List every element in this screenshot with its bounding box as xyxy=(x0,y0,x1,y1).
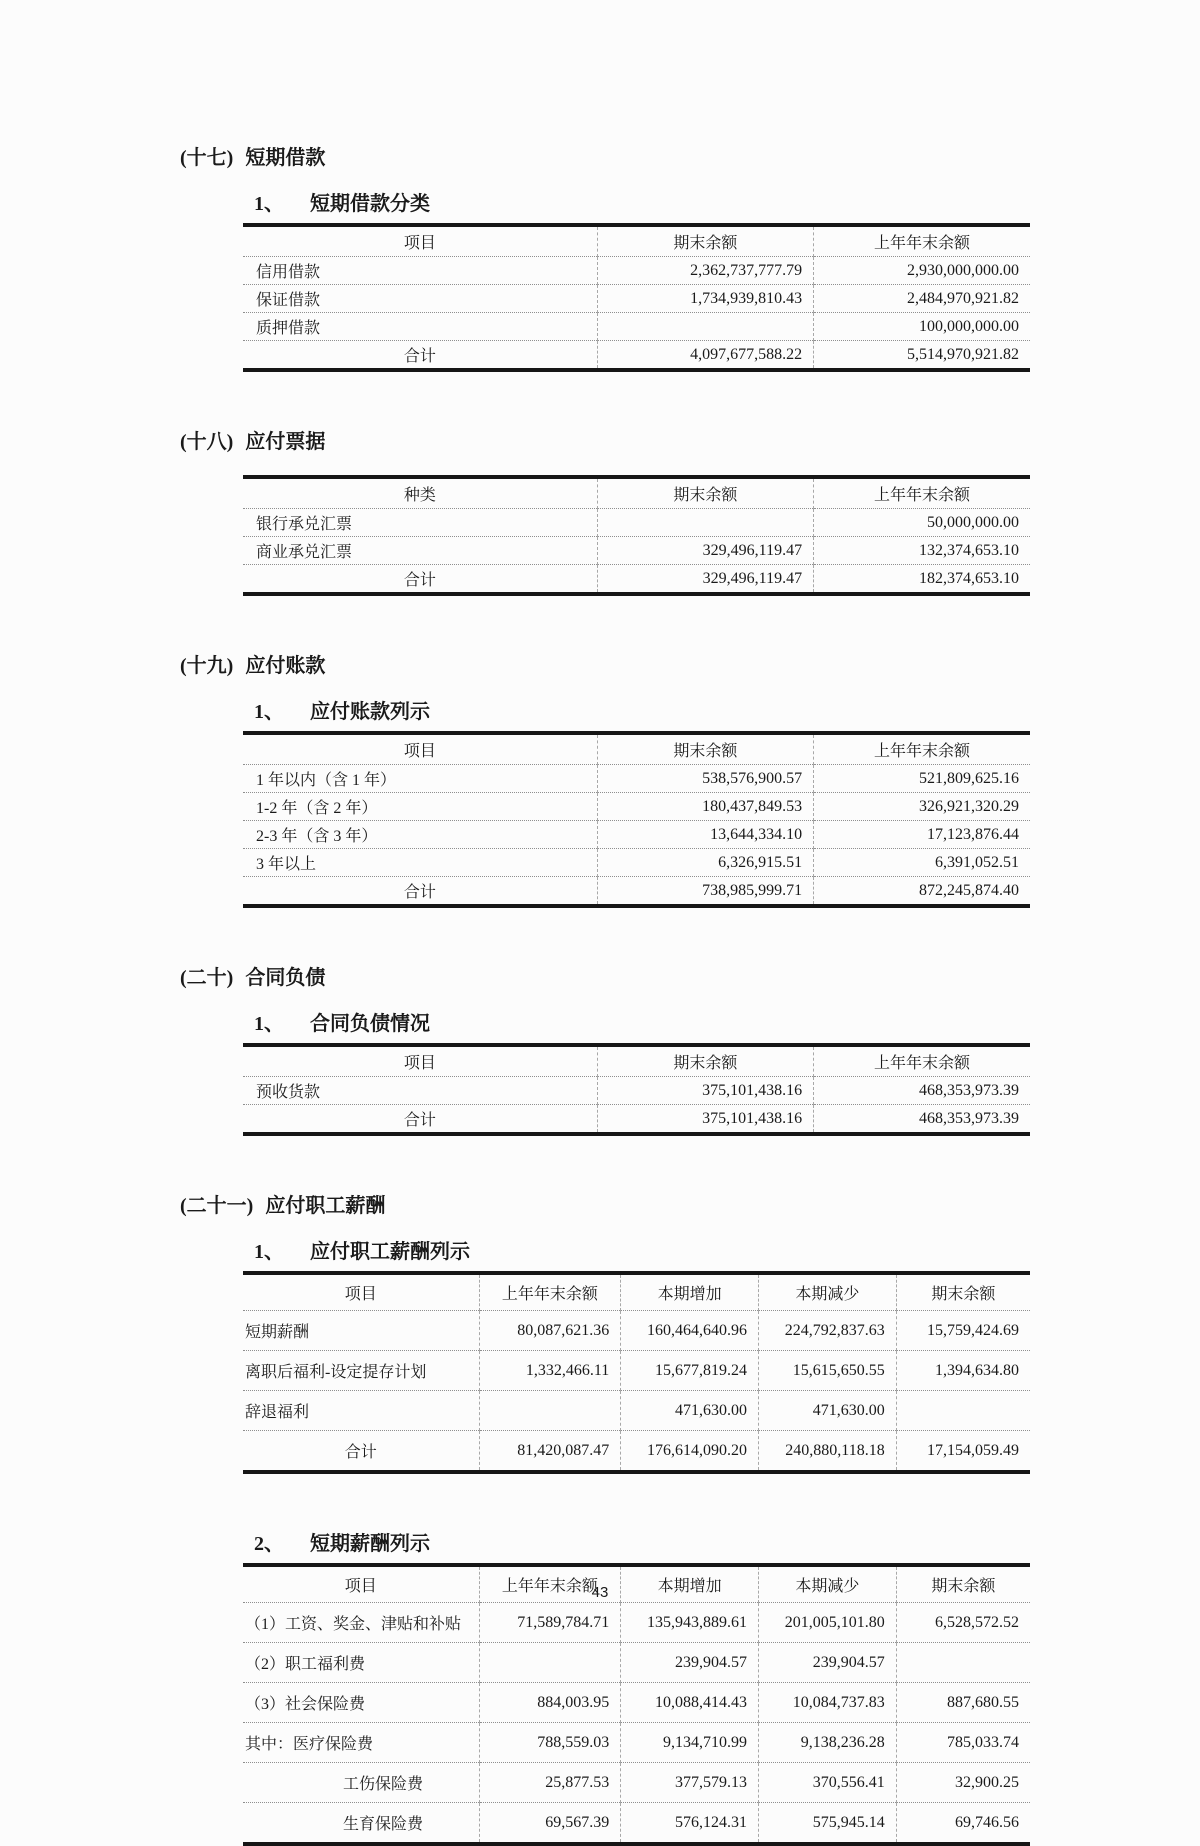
section-contract-liabilities xyxy=(0,965,1200,1136)
row-label: 短期薪酬 xyxy=(243,1311,479,1351)
row-label: 合计 xyxy=(403,1112,436,1129)
cell-value: 329,496,119.47 xyxy=(597,565,813,595)
column-header: 本期减少 xyxy=(758,1273,896,1311)
row-label: 生育保险费 xyxy=(343,1816,424,1833)
subsection-title: 应付职工薪酬列示 xyxy=(310,1241,470,1263)
section-notes-payable xyxy=(0,429,1200,596)
subsection-heading xyxy=(254,1011,1200,1037)
cell-value: 182,374,653.10 xyxy=(814,565,1030,595)
table-row xyxy=(243,1351,1030,1391)
cell-value: 239,904.57 xyxy=(758,1643,896,1683)
cell-value: 17,123,876.44 xyxy=(814,821,1030,849)
table-row xyxy=(243,509,1030,537)
cell-value: 180,437,849.53 xyxy=(597,793,813,821)
section-heading xyxy=(180,429,1200,455)
cell-value: 377,579.13 xyxy=(621,1763,759,1803)
total-row xyxy=(243,1105,1030,1135)
row-label: 合计 xyxy=(403,348,436,365)
column-header: 种类 xyxy=(243,477,597,509)
short-term-borrowings-table xyxy=(243,223,1030,372)
section-employee-compensation xyxy=(0,1193,1200,1846)
cell-value: 884,003.95 xyxy=(479,1683,621,1723)
cell-value: 50,000,000.00 xyxy=(814,509,1030,537)
column-header: 上年年末余额 xyxy=(814,477,1030,509)
subsection-title: 短期薪酬列示 xyxy=(310,1533,430,1555)
table-header-row xyxy=(243,1045,1030,1077)
total-row xyxy=(243,565,1030,595)
table-header-row xyxy=(243,733,1030,765)
cell-value: 6,528,572.52 xyxy=(896,1603,1030,1643)
table-row xyxy=(243,765,1030,793)
total-row xyxy=(243,1431,1030,1473)
table-row xyxy=(243,821,1030,849)
subsection-number: 1、 xyxy=(254,701,284,723)
cell-value: 224,792,837.63 xyxy=(758,1311,896,1351)
cell-value: 538,576,900.57 xyxy=(597,765,813,793)
section-number: (二十一) xyxy=(180,1195,254,1217)
table-row xyxy=(243,313,1030,341)
column-header: 本期增加 xyxy=(621,1273,759,1311)
section-number: (十九) xyxy=(180,655,234,677)
section-number: (十八) xyxy=(180,431,234,453)
cell-value: 370,556.41 xyxy=(758,1763,896,1803)
cell-value: 4,097,677,588.22 xyxy=(597,341,813,371)
cell-value: 6,326,915.51 xyxy=(597,849,813,877)
cell-value: 1,394,634.80 xyxy=(896,1351,1030,1391)
row-label: 合计 xyxy=(403,572,436,589)
row-label: 2-3 年（含 3 年） xyxy=(243,821,597,849)
subsection-heading xyxy=(254,1239,1200,1265)
cell-value xyxy=(597,313,813,341)
row-label: 预收货款 xyxy=(243,1077,597,1105)
cell-value: 160,464,640.96 xyxy=(621,1311,759,1351)
column-header: 上年年末余额 xyxy=(479,1565,621,1603)
row-label: （1）工资、奖金、津贴和补贴 xyxy=(243,1603,479,1643)
subsection-title: 应付账款列示 xyxy=(310,701,430,723)
contract-liabilities-table xyxy=(243,1043,1030,1136)
subsection-title: 合同负债情况 xyxy=(310,1013,430,1035)
employee-compensation-table xyxy=(243,1271,1030,1474)
subsection-title: 短期借款分类 xyxy=(310,193,430,215)
cell-value: 135,943,889.61 xyxy=(621,1603,759,1643)
row-label: 保证借款 xyxy=(243,285,597,313)
cell-value: 15,615,650.55 xyxy=(758,1351,896,1391)
table-row xyxy=(243,1803,1030,1845)
column-header: 期末余额 xyxy=(896,1273,1030,1311)
section-title: 合同负债 xyxy=(245,967,326,989)
section-title: 应付票据 xyxy=(245,431,326,453)
column-header: 期末余额 xyxy=(597,477,813,509)
cell-value: 100,000,000.00 xyxy=(814,313,1030,341)
column-header: 项目 xyxy=(243,733,597,765)
subsection-heading xyxy=(254,1531,1200,1557)
cell-value: 887,680.55 xyxy=(896,1683,1030,1723)
section-title: 应付账款 xyxy=(245,655,326,677)
cell-value: 468,353,973.39 xyxy=(814,1105,1030,1135)
cell-value: 521,809,625.16 xyxy=(814,765,1030,793)
row-label: 1-2 年（含 2 年） xyxy=(243,793,597,821)
subsection-number: 1、 xyxy=(254,1241,284,1263)
cell-value: 471,630.00 xyxy=(621,1391,759,1431)
cell-value: 71,589,784.71 xyxy=(479,1603,621,1643)
cell-value: 2,362,737,777.79 xyxy=(597,257,813,285)
row-label: 信用借款 xyxy=(243,257,597,285)
cell-value: 13,644,334.10 xyxy=(597,821,813,849)
cell-value: 10,084,737.83 xyxy=(758,1683,896,1723)
row-label: 3 年以上 xyxy=(243,849,597,877)
table-row xyxy=(243,1643,1030,1683)
subsection-number: 2、 xyxy=(254,1533,284,1555)
column-header: 期末余额 xyxy=(896,1565,1030,1603)
cell-value: 468,353,973.39 xyxy=(814,1077,1030,1105)
cell-value: 6,391,052.51 xyxy=(814,849,1030,877)
column-header: 期末余额 xyxy=(597,225,813,257)
table-header-row xyxy=(243,225,1030,257)
cell-value: 375,101,438.16 xyxy=(597,1077,813,1105)
row-label: （2）职工福利费 xyxy=(243,1643,479,1683)
column-header: 上年年末余额 xyxy=(814,733,1030,765)
cell-value: 471,630.00 xyxy=(758,1391,896,1431)
row-label: 其中：医疗保险费 xyxy=(243,1723,479,1763)
subsection-number: 1、 xyxy=(254,1013,284,1035)
table-header-row xyxy=(243,477,1030,509)
column-header: 上年年末余额 xyxy=(814,225,1030,257)
accounts-payable-table xyxy=(243,731,1030,908)
cell-value: 872,245,874.40 xyxy=(814,877,1030,907)
cell-value: 1,734,939,810.43 xyxy=(597,285,813,313)
cell-value: 25,877.53 xyxy=(479,1763,621,1803)
column-header: 上年年末余额 xyxy=(479,1273,621,1311)
row-label: 合计 xyxy=(403,884,436,901)
column-header: 上年年末余额 xyxy=(814,1045,1030,1077)
short-term-compensation-table xyxy=(243,1563,1030,1846)
column-header: 项目 xyxy=(243,225,597,257)
cell-value: 5,514,970,921.82 xyxy=(814,341,1030,371)
row-label: 银行承兑汇票 xyxy=(243,509,597,537)
section-title: 应付职工薪酬 xyxy=(265,1195,386,1217)
cell-value: 239,904.57 xyxy=(621,1643,759,1683)
cell-value: 375,101,438.16 xyxy=(597,1105,813,1135)
page-number: 43 xyxy=(591,1584,609,1601)
row-label: 1 年以内（含 1 年） xyxy=(243,765,597,793)
subsection-heading xyxy=(254,699,1200,725)
section-accounts-payable xyxy=(0,653,1200,908)
cell-value xyxy=(896,1643,1030,1683)
row-label: 商业承兑汇票 xyxy=(243,537,597,565)
total-row xyxy=(243,341,1030,371)
table-row xyxy=(243,257,1030,285)
section-number: (二十) xyxy=(180,967,234,989)
section-title: 短期借款 xyxy=(245,147,326,169)
subsection-number: 1、 xyxy=(254,193,284,215)
row-label: （3）社会保险费 xyxy=(243,1683,479,1723)
cell-value: 80,087,621.36 xyxy=(479,1311,621,1351)
cell-value xyxy=(479,1391,621,1431)
row-label: 质押借款 xyxy=(243,313,597,341)
cell-value: 738,985,999.71 xyxy=(597,877,813,907)
table-row xyxy=(243,793,1030,821)
column-header: 本期减少 xyxy=(758,1565,896,1603)
cell-value: 17,154,059.49 xyxy=(896,1431,1030,1473)
table-row xyxy=(243,1077,1030,1105)
cell-value: 575,945.14 xyxy=(758,1803,896,1845)
cell-value: 69,746.56 xyxy=(896,1803,1030,1845)
column-header: 项目 xyxy=(243,1565,479,1603)
column-header: 项目 xyxy=(243,1045,597,1077)
column-header: 本期增加 xyxy=(621,1565,759,1603)
table-row xyxy=(243,1723,1030,1763)
table-row xyxy=(243,1311,1030,1351)
table-row xyxy=(243,285,1030,313)
table-row xyxy=(243,537,1030,565)
cell-value: 69,567.39 xyxy=(479,1803,621,1845)
cell-value xyxy=(896,1391,1030,1431)
cell-value: 32,900.25 xyxy=(896,1763,1030,1803)
cell-value: 176,614,090.20 xyxy=(621,1431,759,1473)
table-row xyxy=(243,849,1030,877)
section-heading xyxy=(180,653,1200,679)
cell-value: 9,134,710.99 xyxy=(621,1723,759,1763)
cell-value: 788,559.03 xyxy=(479,1723,621,1763)
cell-value: 1,332,466.11 xyxy=(479,1351,621,1391)
cell-value: 132,374,653.10 xyxy=(814,537,1030,565)
section-number: (十七) xyxy=(180,147,234,169)
table-row xyxy=(243,1763,1030,1803)
table-row xyxy=(243,1391,1030,1431)
column-header: 期末余额 xyxy=(597,733,813,765)
cell-value: 329,496,119.47 xyxy=(597,537,813,565)
notes-payable-table xyxy=(243,475,1030,596)
cell-value: 15,759,424.69 xyxy=(896,1311,1030,1351)
row-label: 合计 xyxy=(344,1444,377,1461)
subsection-heading xyxy=(254,191,1200,217)
section-heading xyxy=(180,1193,1200,1219)
cell-value: 81,420,087.47 xyxy=(479,1431,621,1473)
total-row xyxy=(243,877,1030,907)
column-header: 期末余额 xyxy=(597,1045,813,1077)
row-label: 辞退福利 xyxy=(243,1391,479,1431)
cell-value: 576,124.31 xyxy=(621,1803,759,1845)
cell-value: 785,033.74 xyxy=(896,1723,1030,1763)
column-header: 项目 xyxy=(243,1273,479,1311)
cell-value: 2,930,000,000.00 xyxy=(814,257,1030,285)
cell-value: 240,880,118.18 xyxy=(758,1431,896,1473)
table-header-row xyxy=(243,1273,1030,1311)
cell-value: 2,484,970,921.82 xyxy=(814,285,1030,313)
section-short-term-borrowings xyxy=(0,145,1200,372)
row-label: 工伤保险费 xyxy=(243,1763,479,1803)
cell-value: 326,921,320.29 xyxy=(814,793,1030,821)
table-row xyxy=(243,1683,1030,1723)
cell-value: 15,677,819.24 xyxy=(621,1351,759,1391)
cell-value: 10,088,414.43 xyxy=(621,1683,759,1723)
cell-value: 201,005,101.80 xyxy=(758,1603,896,1643)
section-heading xyxy=(180,965,1200,991)
cell-value xyxy=(597,509,813,537)
cell-value xyxy=(479,1643,621,1683)
table-row xyxy=(243,1603,1030,1643)
cell-value: 9,138,236.28 xyxy=(758,1723,896,1763)
row-label: 离职后福利-设定提存计划 xyxy=(243,1351,479,1391)
section-heading xyxy=(180,145,1200,171)
